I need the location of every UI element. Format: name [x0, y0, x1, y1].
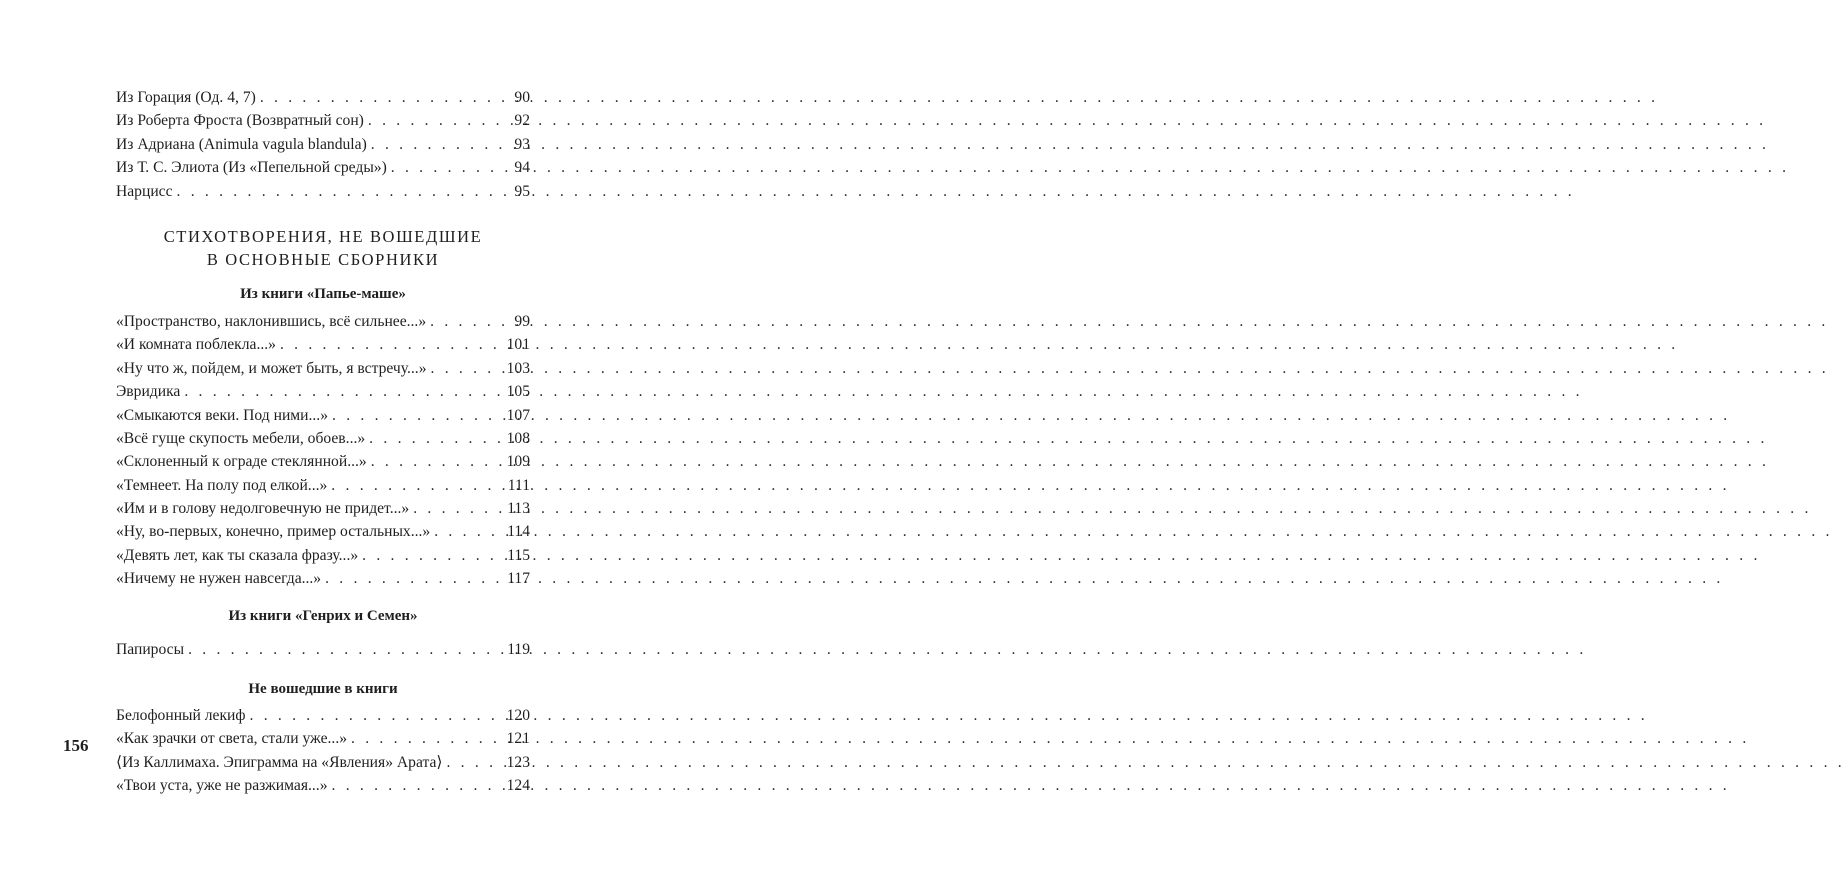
toc-entry-title: Из Роберта Фроста (Возвратный сон)	[116, 112, 364, 130]
toc-entry-page: 108	[506, 429, 530, 447]
dot-leader	[250, 704, 503, 727]
toc-group-henrikh-i-semen	[116, 638, 530, 661]
toc-entry-title: «Ничему не нужен навсегда...»	[116, 570, 322, 588]
toc-entry-page: 124	[506, 777, 530, 795]
toc-entry-page: 121	[506, 730, 530, 748]
toc-entry[interactable]	[116, 380, 530, 403]
toc-entry-title: «Темнеет. На полу под елкой...»	[116, 476, 328, 494]
toc-entry[interactable]	[116, 333, 530, 356]
dot-leader	[368, 109, 504, 132]
toc-entry-title: «И комната поблекла...»	[116, 336, 276, 354]
dot-leader	[391, 156, 504, 179]
toc-entry-page: 113	[507, 500, 530, 518]
toc-group-uncollected	[116, 704, 530, 798]
toc-entry[interactable]	[116, 404, 530, 427]
dot-leader	[434, 520, 503, 543]
toc-entry-page: 93	[514, 135, 530, 153]
dot-leader	[351, 727, 503, 750]
subsection-title-papier-mache: Из книги «Папье-маше»	[240, 285, 406, 302]
toc-entry-page: 103	[506, 359, 530, 377]
dot-leader	[371, 450, 503, 473]
toc-entry[interactable]	[116, 774, 530, 797]
toc-entry[interactable]	[116, 704, 530, 727]
toc-entry-title: «Смыкаются веки. Под ними...»	[116, 406, 328, 424]
toc-entry-title: Из Т. С. Элиота (Из «Пепельной среды»)	[116, 159, 387, 177]
toc-entry-page: 105	[506, 383, 530, 401]
toc-entry-title: «Ну что ж, пойдем, и может быть, я встречу...»	[116, 359, 427, 377]
toc-entry[interactable]	[116, 520, 530, 543]
dot-leader	[260, 86, 504, 109]
toc-entry-page: 117	[507, 570, 530, 588]
toc-entry[interactable]	[116, 751, 530, 774]
dot-leader	[332, 404, 503, 427]
toc-entry-page: 120	[506, 707, 530, 725]
dot-leader	[431, 357, 503, 380]
toc-entry[interactable]	[116, 86, 530, 109]
toc-entry-title: Из Горация (Од. 4, 7)	[116, 89, 256, 106]
toc-entry-title: «Пространство, наклонившись, всё сильнее...»	[116, 312, 427, 330]
toc-entry-title: «Как зрачки от света, стали уже...»	[116, 730, 348, 748]
toc-entry-page: 99	[514, 312, 530, 330]
section-title-line1: СТИХОТВОРЕНИЯ, НЕ ВОШЕДШИЕ	[163, 226, 483, 246]
toc-group-translations	[116, 86, 530, 203]
toc-entry[interactable]	[116, 544, 530, 567]
toc-entry[interactable]	[116, 133, 530, 156]
toc-entry[interactable]	[116, 310, 530, 333]
toc-entry[interactable]	[116, 567, 530, 590]
toc-entry[interactable]	[116, 109, 530, 132]
dot-leader	[332, 774, 503, 797]
toc-entry[interactable]	[116, 638, 530, 661]
toc-entry[interactable]	[116, 474, 530, 497]
toc-entry-title: «Всё гуще скупость мебели, обоев...»	[116, 429, 366, 447]
toc-entry[interactable]	[116, 450, 530, 473]
table-of-contents	[116, 86, 530, 798]
toc-entry-page: 109	[506, 453, 530, 471]
toc-entry-title: Папиросы	[116, 640, 185, 658]
toc-entry-page: 123	[506, 753, 530, 771]
toc-entry-title: Белофонный лекиф	[116, 707, 246, 725]
toc-entry-page: 114	[507, 523, 530, 541]
toc-entry-page: 95	[514, 182, 530, 200]
dot-leader	[413, 497, 503, 520]
toc-entry-title: «Ну, во-первых, конечно, пример остальных...»	[116, 523, 431, 541]
toc-entry-page: 107	[506, 406, 530, 424]
dot-leader	[371, 133, 504, 156]
toc-entry[interactable]	[116, 180, 530, 203]
toc-entry-title: «Им и в голову недолговечную не придет...»	[116, 500, 410, 518]
dot-leader	[280, 333, 503, 356]
subsection-title-uncollected: Не вошедшие в книги	[248, 681, 398, 698]
toc-entry-title: Нарцисс	[116, 182, 173, 200]
toc-entry[interactable]	[116, 727, 530, 750]
section-title-line2: В ОСНОВНЫЕ СБОРНИКИ	[206, 249, 440, 269]
toc-entry-title: «Девять лет, как ты сказала фразу...»	[116, 546, 359, 564]
dot-leader	[362, 544, 503, 567]
dot-leader	[369, 427, 502, 450]
dot-leader	[331, 474, 503, 497]
toc-entry-page: 92	[514, 112, 530, 130]
dot-leader	[184, 380, 502, 403]
toc-entry-title: «Твои уста, уже не разжимая...»	[116, 777, 328, 795]
dot-leader	[188, 638, 503, 661]
toc-entry-title: Эвридика	[116, 383, 181, 401]
toc-entry-title: Из Адриана (Animula vagula blandula)	[116, 135, 367, 153]
toc-entry[interactable]	[116, 156, 530, 179]
toc-entry-page: 119	[507, 640, 530, 658]
toc-entry-page: 115	[507, 546, 530, 564]
dot-leader	[325, 567, 503, 590]
toc-group-papier-mache	[116, 310, 530, 591]
toc-entry[interactable]	[116, 357, 530, 380]
toc-entry[interactable]	[116, 497, 530, 520]
toc-entry-title: «Склоненный к ограде стеклянной...»	[116, 453, 367, 471]
toc-entry-page: 94	[514, 159, 530, 177]
page-number: 156	[63, 736, 89, 755]
subsection-title-henrikh-i-semen: Из книги «Генрих и Семен»	[228, 607, 418, 624]
dot-leader	[177, 180, 504, 203]
toc-entry-page: 111	[507, 476, 530, 494]
toc-entry-page: 90	[514, 89, 530, 106]
toc-entry-title: ⟨Из Каллимаха. Эпиграмма на «Явления» Арата⟩	[116, 753, 443, 771]
toc-entry-page: 101	[506, 336, 530, 354]
toc-entry[interactable]	[116, 427, 530, 450]
dot-leader	[430, 310, 504, 333]
dot-leader	[446, 751, 502, 774]
section-heading	[116, 225, 530, 271]
